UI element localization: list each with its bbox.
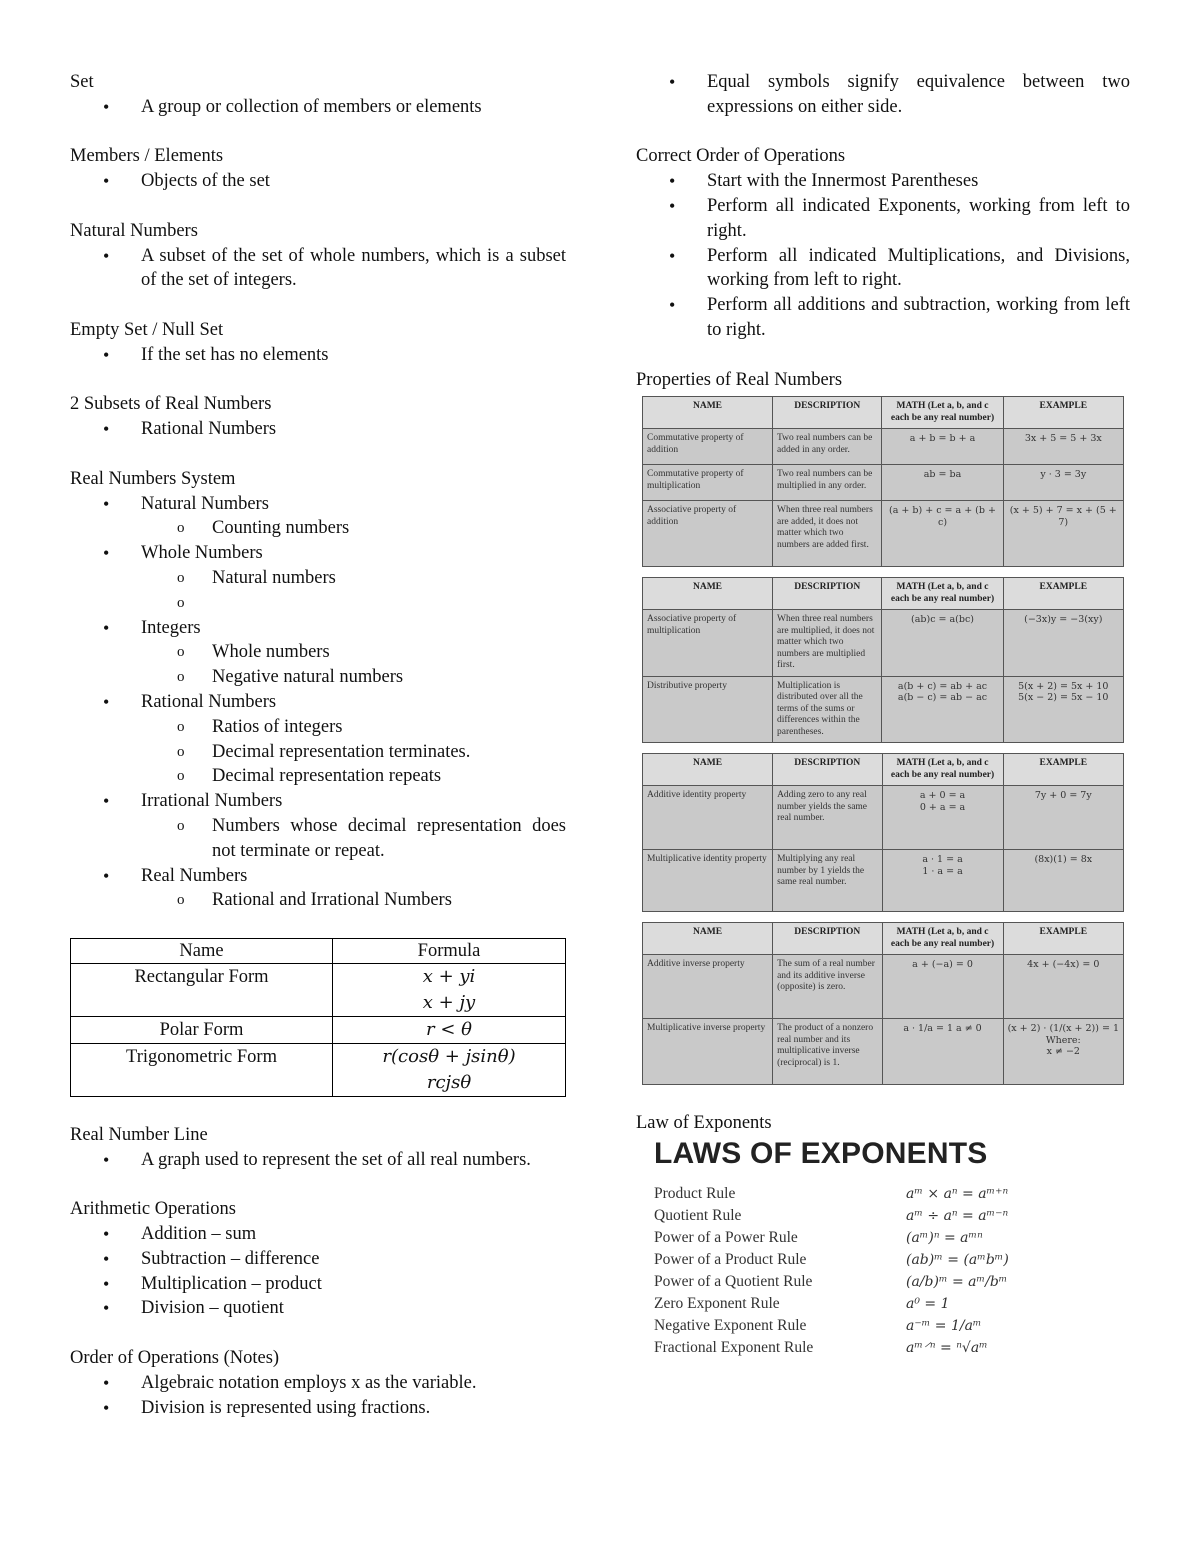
law-row [654, 1227, 1114, 1249]
table-row [71, 963, 566, 1016]
order-of-operations-section [636, 144, 1130, 342]
sub-bullet-item [70, 814, 566, 864]
bullet-item [70, 169, 566, 194]
math-line: a(b − c) = ab − ac [897, 692, 988, 704]
property-name-cell: Multiplicative inverse property [643, 1019, 773, 1085]
sub-bullet-item [70, 566, 566, 591]
property-example-cell [1003, 501, 1123, 567]
bullet-text: Integers [141, 617, 201, 638]
property-description-cell: The product of a nonzero real number and its multiplicative inverse (reciprocal) is 1. [773, 1019, 882, 1085]
table-header-cell: DESCRIPTION [773, 923, 882, 955]
sub-bullet-list [141, 640, 566, 690]
table-row [643, 850, 1124, 912]
form-name-cell: Polar Form [71, 1016, 333, 1043]
table-header-cell: NAME [643, 923, 773, 955]
bullet-text: Addition – sum [141, 1224, 257, 1245]
law-name: Power of a Quotient Rule [654, 1272, 813, 1290]
property-example-cell [1003, 955, 1123, 1019]
example-line: (−3x)y = −3(xy) [1024, 614, 1103, 626]
table-header-row [71, 938, 566, 963]
law-name: Power of a Power Rule [654, 1228, 798, 1246]
table-header-cell: EXAMPLE [1003, 397, 1123, 429]
sub-bullet-item [70, 888, 566, 913]
section [70, 1123, 566, 1173]
law-row [654, 1205, 1114, 1227]
table-row [643, 676, 1124, 743]
table-row [71, 1016, 566, 1043]
example-line: 5(x + 2) = 5x + 10 [1018, 680, 1109, 692]
laws-of-exponents-list [654, 1183, 1114, 1359]
bullet-text: Subtraction – difference [141, 1248, 320, 1269]
property-example-cell [1003, 465, 1123, 501]
property-example-cell [1003, 786, 1123, 850]
sub-bullet-text: Natural numbers [212, 567, 336, 588]
properties-table-image [636, 753, 1130, 912]
section [70, 70, 566, 120]
bullet-list [70, 169, 566, 194]
bullet-text: Algebraic notation employs x as the variable. [141, 1372, 477, 1393]
math-line: a(b + c) = ab + ac [897, 680, 988, 692]
bullet-text: Division – quotient [141, 1298, 284, 1319]
example-line: (8x)(1) = 8x [1034, 854, 1093, 866]
example-line: 5(x − 2) = 5x − 10 [1018, 692, 1109, 704]
bullet-item [70, 1371, 566, 1396]
table-header-cell: NAME [643, 754, 773, 786]
law-name: Quotient Rule [654, 1206, 742, 1224]
section-heading: Empty Set / Null Set [70, 319, 224, 340]
properties-table [642, 922, 1124, 1085]
section-heading: Arithmetic Operations [70, 1199, 236, 1220]
property-name-cell: Multiplicative identity property [643, 850, 773, 912]
bullet-item [636, 194, 1130, 244]
property-example-cell [1003, 429, 1123, 465]
sub-bullet-text: Counting numbers [212, 518, 350, 539]
form-formula-cell [333, 1043, 566, 1096]
property-description-cell: When three real numbers are multiplied, it does not matter which two numbers are multiplied first. [773, 610, 882, 677]
sub-bullet-item [70, 516, 566, 541]
bullet-text: Perform all additions and subtraction, working from left to right. [707, 295, 1130, 340]
section [70, 392, 566, 442]
sub-bullet-item [70, 665, 566, 690]
bullet-item [70, 1272, 566, 1297]
bullet-list [70, 417, 566, 442]
math-line: ab = ba [923, 469, 962, 481]
law-row [654, 1271, 1114, 1293]
law-formula: (a/b)ᵐ = aᵐ/bᵐ [906, 1273, 1008, 1290]
table-header-cell: NAME [643, 397, 773, 429]
property-name-cell: Commutative property of multiplication [643, 465, 773, 501]
table-row [643, 429, 1124, 465]
sub-bullet-list [141, 888, 566, 913]
form-name-cell: Rectangular Form [71, 963, 333, 1016]
bullet-item [70, 864, 566, 914]
formula-text: x + jy [422, 991, 476, 1013]
property-description-cell: When three real numbers are added, it does not matter which two numbers are added first. [773, 501, 882, 567]
bullet-text: Objects of the set [141, 171, 270, 192]
property-math-cell [882, 955, 1003, 1019]
bullet-text: Real Numbers [141, 865, 248, 886]
bullet-item [70, 616, 566, 690]
bullet-list [636, 169, 1130, 343]
property-example-cell [1003, 610, 1123, 677]
bullet-item [70, 95, 566, 120]
form-formula-cell [333, 963, 566, 1016]
table-header-cell: DESCRIPTION [773, 397, 882, 429]
property-description-cell: Multiplication is distributed over all the terms of the sums or differences within the parentheses. [773, 676, 882, 743]
law-row [654, 1183, 1114, 1205]
table-header-cell: DESCRIPTION [773, 578, 882, 610]
properties-table [642, 396, 1124, 567]
formula-text: x + yi [422, 965, 476, 987]
bullet-item [70, 690, 566, 789]
bullet-list [70, 1148, 566, 1173]
example-line: 4x + (−4x) = 0 [1027, 959, 1100, 971]
section [70, 219, 566, 293]
right-column [636, 70, 1130, 1359]
table-row [71, 1043, 566, 1096]
sub-bullet-item [70, 591, 566, 616]
table-row [643, 786, 1124, 850]
bullet-list [70, 244, 566, 294]
bullet-item [70, 244, 566, 294]
math-line: a + b = b + a [909, 433, 976, 445]
properties-table-image [636, 577, 1130, 743]
table-header-cell: EXAMPLE [1003, 754, 1123, 786]
table-row [643, 1019, 1124, 1085]
table-row [643, 465, 1124, 501]
table-header-cell: NAME [643, 578, 773, 610]
section-heading: Natural Numbers [70, 220, 198, 241]
bullet-text: Multiplication – product [141, 1273, 322, 1294]
law-formula: aᵐ ÷ aⁿ = aᵐ⁻ⁿ [906, 1207, 1009, 1224]
sub-bullet-item [70, 640, 566, 665]
table-header-cell: MATH (Let a, b, and c each be any real number) [882, 397, 1003, 429]
property-math-cell [882, 676, 1003, 743]
example-line: x ≠ −2 [1046, 1046, 1080, 1058]
form-formula-cell [333, 1016, 566, 1043]
law-name: Power of a Product Rule [654, 1250, 807, 1268]
property-example-cell [1003, 850, 1123, 912]
bullet-item [636, 169, 1130, 194]
sub-bullet-text: Decimal representation terminates. [212, 741, 471, 762]
left-column [70, 70, 566, 1445]
law-row [654, 1249, 1114, 1271]
example-line: (x + 5) + 7 = x + (5 + 7) [1009, 505, 1117, 528]
bullet-text: A graph used to represent the set of all real numbers. [141, 1149, 531, 1170]
example-line: y · 3 = 3y [1040, 469, 1087, 481]
sub-bullet-list [141, 516, 566, 541]
bullet-list [70, 1371, 566, 1421]
sub-bullet-text: Whole numbers [212, 642, 330, 663]
table-header-cell: Formula [333, 938, 566, 963]
bullet-list [70, 343, 566, 368]
section [70, 1346, 566, 1420]
sub-bullet-text: Rational and Irrational Numbers [212, 890, 452, 911]
bullet-text: Natural Numbers [141, 493, 269, 514]
table-header-row [643, 397, 1124, 429]
bullet-item [636, 70, 1130, 120]
properties-table-image [636, 922, 1130, 1085]
table-header-cell: MATH (Let a, b, and c each be any real number) [882, 578, 1003, 610]
table-header-row [643, 923, 1124, 955]
bullet-text: Division is represented using fractions. [141, 1397, 431, 1418]
property-description-cell: Two real numbers can be added in any order. [773, 429, 882, 465]
sub-bullet-text: Negative natural numbers [212, 667, 404, 688]
math-line: a · 1/a = 1 a ≠ 0 [903, 1023, 982, 1035]
sub-bullet-list [141, 715, 566, 789]
table-row [643, 501, 1124, 567]
bullet-item [70, 541, 566, 615]
table-header-cell: DESCRIPTION [773, 754, 882, 786]
law-row [654, 1337, 1114, 1359]
sub-bullet-list [141, 566, 566, 616]
bullet-list [70, 492, 566, 914]
bullet-item [70, 1148, 566, 1173]
form-name-cell: Trigonometric Form [71, 1043, 333, 1096]
sub-bullet-text: Numbers whose decimal representation does not terminate or repeat. [212, 815, 566, 861]
bullet-item [70, 1396, 566, 1421]
table-header-cell: EXAMPLE [1003, 578, 1123, 610]
table-header-cell: Name [71, 938, 333, 963]
property-name-cell: Commutative property of addition [643, 429, 773, 465]
table-header-cell: EXAMPLE [1003, 923, 1123, 955]
section-heading: Correct Order of Operations [636, 146, 846, 167]
section-heading: Law of Exponents [636, 1113, 772, 1134]
bullet-item [70, 417, 566, 442]
bullet-item [70, 492, 566, 542]
property-name-cell: Distributive property [643, 676, 773, 743]
math-line: a + 0 = a [919, 790, 966, 802]
bullet-text: If the set has no elements [141, 344, 329, 365]
section [70, 318, 566, 368]
math-line: 1 · a = a [922, 865, 963, 877]
math-line: (ab)c = a(bc) [911, 614, 974, 626]
section-heading: Order of Operations (Notes) [70, 1348, 280, 1369]
property-description-cell: The sum of a real number and its additive inverse (opposite) is zero. [773, 955, 882, 1019]
table-header-cell: MATH (Let a, b, and c each be any real number) [882, 754, 1003, 786]
bullet-item [70, 343, 566, 368]
bullet-item [70, 1222, 566, 1247]
section-heading: Real Number Line [70, 1124, 208, 1145]
properties-table [642, 577, 1124, 743]
property-name-cell: Additive identity property [643, 786, 773, 850]
property-math-cell [882, 786, 1003, 850]
math-line: a + (−a) = 0 [912, 959, 973, 971]
law-formula: (ab)ᵐ = (aᵐbᵐ) [906, 1251, 1009, 1268]
section [70, 467, 566, 913]
property-description-cell: Adding zero to any real number yields the same real number. [773, 786, 882, 850]
table-row [643, 610, 1124, 677]
bullet-item [636, 244, 1130, 294]
math-line: (a + b) + c = a + (b + c) [889, 505, 996, 528]
law-formula: aᵐ × aⁿ = aᵐ⁺ⁿ [906, 1185, 1009, 1202]
property-math-cell [882, 1019, 1003, 1085]
bullet-list [70, 1222, 566, 1321]
table-header-row [643, 754, 1124, 786]
bullet-item [636, 293, 1130, 343]
law-name: Negative Exponent Rule [654, 1316, 807, 1334]
sub-bullet-text: Decimal representation repeats [212, 766, 442, 787]
property-name-cell: Associative property of multiplication [643, 610, 773, 677]
bullet-text: Irrational Numbers [141, 791, 283, 812]
law-name: Product Rule [654, 1184, 736, 1202]
property-math-cell [882, 610, 1003, 677]
bullet-item [70, 1247, 566, 1272]
section [70, 1197, 566, 1321]
example-line: (x + 2) · (1/(x + 2)) = 1 [1007, 1023, 1119, 1035]
table-row [643, 955, 1124, 1019]
law-name: Fractional Exponent Rule [654, 1338, 814, 1356]
property-name-cell: Associative property of addition [643, 501, 773, 567]
law-formula: aᵐ⸍ⁿ = ⁿ√aᵐ [906, 1339, 988, 1356]
sub-bullet-item [70, 715, 566, 740]
bullet-text: Whole Numbers [141, 543, 263, 564]
sub-bullet-list [141, 814, 566, 864]
property-example-cell [1003, 1019, 1123, 1085]
laws-title: LAWS OF EXPONENTS [654, 1137, 988, 1171]
bullet-text: Perform all indicated Exponents, working from left to right. [707, 195, 1130, 241]
property-math-cell [882, 429, 1003, 465]
table-header-row [643, 578, 1124, 610]
bullet-text: Rational Numbers [141, 691, 277, 712]
section-heading: Real Numbers System [70, 468, 236, 489]
formula-text: r(cosθ + jsinθ) [382, 1045, 516, 1067]
example-line: 3x + 5 = 5 + 3x [1024, 433, 1102, 445]
section-heading: 2 Subsets of Real Numbers [70, 394, 272, 415]
property-example-cell [1003, 676, 1123, 743]
law-name: Zero Exponent Rule [654, 1294, 780, 1312]
law-formula: (aᵐ)ⁿ = aᵐⁿ [906, 1229, 983, 1246]
property-description-cell: Multiplying any real number by 1 yields the same real number. [773, 850, 882, 912]
bullet-text: A subset of the set of whole numbers, which is a subset of the set of integers. [141, 245, 566, 291]
property-math-cell [882, 465, 1003, 501]
math-line: 0 + a = a [919, 801, 966, 813]
property-math-cell [882, 501, 1003, 567]
section-heading: Members / Elements [70, 146, 224, 167]
bullet-text: Rational Numbers [141, 419, 277, 440]
bullet-list [70, 95, 566, 120]
properties-table-image [636, 396, 1130, 567]
properties-table [642, 753, 1124, 912]
section-heading: Set [70, 72, 94, 92]
formula-text: r < θ [426, 1018, 472, 1040]
example-line: Where: [1045, 1034, 1081, 1046]
section-heading: Properties of Real Numbers [636, 369, 843, 390]
property-description-cell: Two real numbers can be multiplied in any order. [773, 465, 882, 501]
law-row [654, 1315, 1114, 1337]
law-formula: a⁻ᵐ = 1/aᵐ [906, 1317, 982, 1334]
sub-bullet-item [70, 764, 566, 789]
bullet-list [636, 70, 1130, 120]
bullet-text: Equal symbols signify equivalence between two expressions on either side. [707, 72, 1130, 117]
property-name-cell: Additive inverse property [643, 955, 773, 1019]
sub-bullet-text: Ratios of integers [212, 716, 343, 737]
property-math-cell [882, 850, 1003, 912]
table-header-cell: MATH (Let a, b, and c each be any real number) [882, 923, 1003, 955]
bullet-text: Start with the Innermost Parentheses [707, 171, 979, 192]
formula-text: rcjsθ [426, 1071, 472, 1093]
bullet-item [70, 789, 566, 863]
complex-forms-table [70, 938, 566, 1097]
example-line: 7y + 0 = 7y [1034, 790, 1092, 802]
law-formula: a⁰ = 1 [906, 1295, 950, 1312]
law-row [654, 1293, 1114, 1315]
math-line: a · 1 = a [922, 854, 963, 866]
sub-bullet-item [70, 740, 566, 765]
bullet-item [70, 1296, 566, 1321]
bullet-text: A group or collection of members or elements [141, 96, 482, 117]
section [70, 144, 566, 194]
bullet-text: Perform all indicated Multiplications, and Divisions, working from left to right. [707, 245, 1130, 291]
